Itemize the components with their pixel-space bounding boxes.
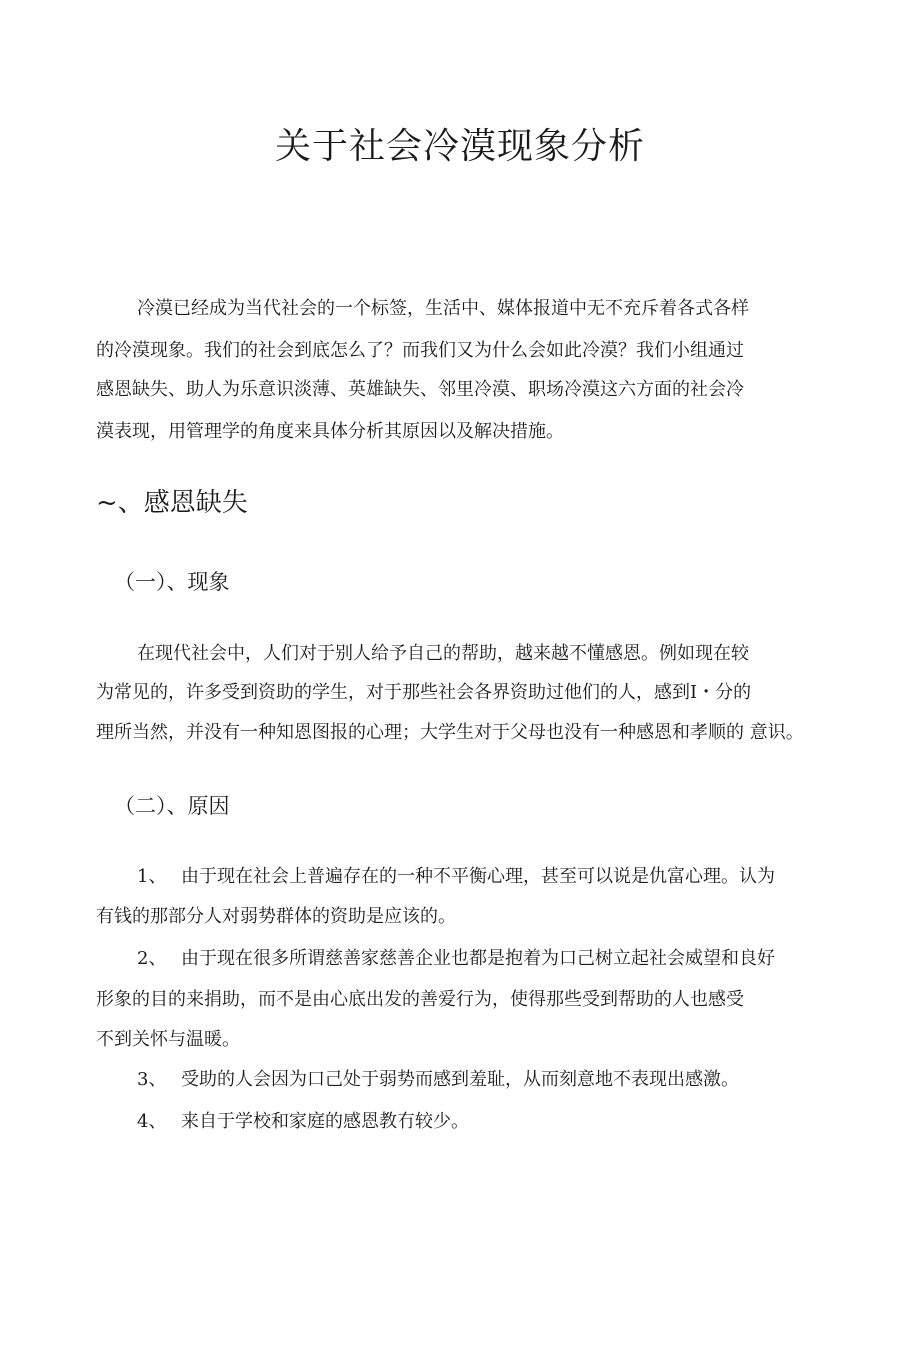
paragraph-line: 为常见的，许多受到资助的学生，对于那些社会各界资助过他们的人，感到I・分的 — [96, 682, 752, 703]
document-title: 关于社会冷漠现象分析 — [274, 126, 645, 167]
list-item-text: 由于现在很多所谓慈善家慈善企业也都是抱着为口己树立起社会威望和良好 — [181, 948, 775, 969]
paragraph-line: 理所当然，并没有一种知恩图报的心理；大学生对于父母也没有一种感恩和孝顺的 意识。 — [96, 722, 804, 743]
intro-line: 漠表现，用管理学的角度来具体分析其原因以及解决措施。 — [96, 421, 564, 442]
subsection-heading: （一）、现象 — [114, 570, 230, 594]
intro-line: 感恩缺失、助人为乐意识淡薄、英雄缺失、邻里冷漠、职场冷漠这六方面的社会冷 — [96, 379, 744, 400]
list-item-text: 受助的人会因为口己处于弱势而感到羞耻，从而刻意地不表现出感激。 — [181, 1069, 739, 1090]
list-number: 1、 — [137, 866, 167, 887]
section-heading: ~、感恩缺失 — [96, 488, 248, 518]
list-item-text: 形象的目的来捐助，而不是由心底出发的善爱行为，使得那些受到帮助的人也感受 — [96, 989, 744, 1010]
list-number: 4、 — [137, 1111, 167, 1132]
subsection-heading: （二）、原因 — [114, 794, 230, 818]
list-item-text: 由于现在社会上普遍存在的一种不平衡心理，甚至可以说是仇富心理。认为 — [181, 866, 775, 887]
list-item-text: 有钱的那部分人对弱势群体的资助是应该的。 — [96, 906, 456, 927]
list-number: 2、 — [137, 948, 167, 969]
intro-line: 的冷漠现象。我们的社会到底怎么了？而我们又为什么会如此冷漠？我们小组通过 — [96, 340, 744, 361]
list-item-text: 来自于学校和家庭的感恩教冇较少。 — [181, 1111, 469, 1132]
list-number: 3、 — [137, 1069, 167, 1090]
intro-line: 冷漠已经成为当代社会的一个标签，生活中、媒体报道中无不充斥着各式各样 — [137, 298, 749, 319]
paragraph-line: 在现代社会中，人们对于别人给予自己的帮助，越来越不懂感恩。例如现在较 — [137, 643, 749, 664]
list-item-text: 不到关怀与温暖。 — [96, 1029, 240, 1050]
